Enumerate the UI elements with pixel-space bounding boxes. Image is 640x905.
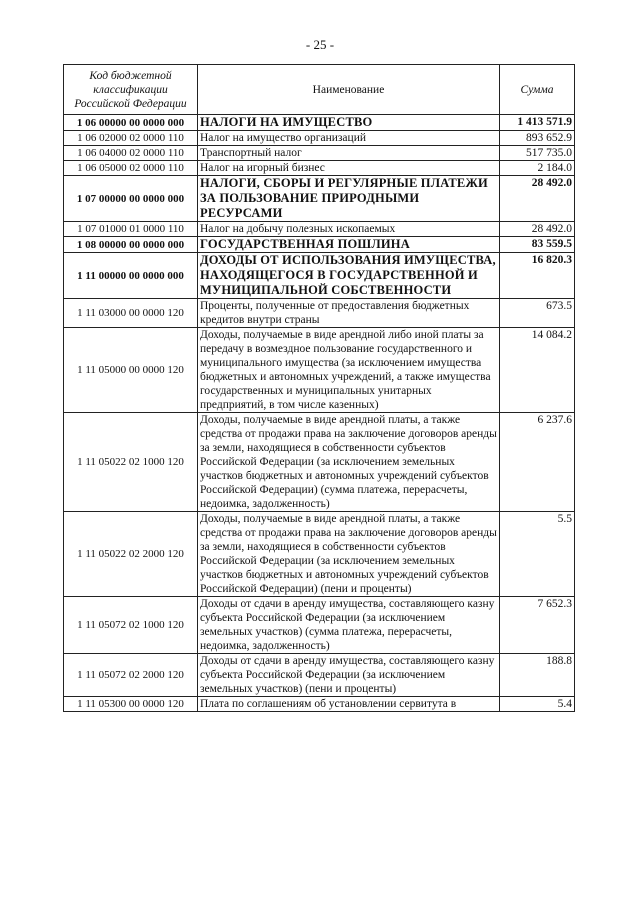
row-sum: 16 820.3	[500, 253, 575, 299]
row-name: ГОСУДАРСТВЕННАЯ ПОШЛИНА	[198, 237, 500, 253]
row-code: 1 11 00000 00 0000 000	[64, 253, 198, 299]
row-code: 1 06 05000 02 0000 110	[64, 161, 198, 176]
row-name: Доходы от сдачи в аренду имущества, составляющего казну субъекта Российской Федерации (за исключением земельных участков) (сумма платежа, перерасчеты, недоимка, задолженность)	[198, 597, 500, 654]
row-code: 1 07 00000 00 0000 000	[64, 176, 198, 222]
row-code: 1 08 00000 00 0000 000	[64, 237, 198, 253]
row-name: НАЛОГИ, СБОРЫ И РЕГУЛЯРНЫЕ ПЛАТЕЖИ ЗА ПОЛЬЗОВАНИЕ ПРИРОДНЫМИ РЕСУРСАМИ	[198, 176, 500, 222]
table-body	[64, 115, 575, 712]
row-name: Доходы, получаемые в виде арендной либо иной платы за передачу в возмездное пользование государственного и муниципального имущества (за исключением имущества бюджетных и автономных учреждений, а также имущества государственных и муниципальных унитарных предприятий, в том числе казенных)	[198, 328, 500, 413]
table-row	[64, 654, 575, 697]
row-sum: 28 492.0	[500, 222, 575, 237]
table-row	[64, 299, 575, 328]
row-code: 1 06 00000 00 0000 000	[64, 115, 198, 131]
row-code: 1 11 03000 00 0000 120	[64, 299, 198, 328]
row-name: Налог на игорный бизнес	[198, 161, 500, 176]
row-code: 1 07 01000 01 0000 110	[64, 222, 198, 237]
table-row	[64, 222, 575, 237]
row-sum: 14 084.2	[500, 328, 575, 413]
row-name: Плата по соглашениям об установлении сервитута в	[198, 697, 500, 712]
row-code: 1 11 05300 00 0000 120	[64, 697, 198, 712]
row-name: Доходы, получаемые в виде арендной платы, а также средства от продажи права на заключение договоров аренды за земли, находящиеся в собственности субъектов Российской Федерации (за исключением земельных участков бюджетных и автономных учреждений субъектов Российской Федерации) (сумма платежа, перерасчеты, недоимка, задолженность)	[198, 413, 500, 512]
row-sum: 673.5	[500, 299, 575, 328]
table-row	[64, 597, 575, 654]
row-sum: 2 184.0	[500, 161, 575, 176]
table-row	[64, 161, 575, 176]
row-sum: 1 413 571.9	[500, 115, 575, 131]
table-row	[64, 328, 575, 413]
table-row	[64, 146, 575, 161]
row-code: 1 11 05072 02 1000 120	[64, 597, 198, 654]
row-sum: 188.8	[500, 654, 575, 697]
row-code: 1 06 04000 02 0000 110	[64, 146, 198, 161]
row-sum: 893 652.9	[500, 131, 575, 146]
row-sum: 5.4	[500, 697, 575, 712]
row-sum: 7 652.3	[500, 597, 575, 654]
table-row	[64, 176, 575, 222]
row-name: Доходы от сдачи в аренду имущества, составляющего казну субъекта Российской Федерации (за исключением земельных участков) (пени и проценты)	[198, 654, 500, 697]
row-name: Доходы, получаемые в виде арендной платы, а также средства от продажи права на заключение договоров аренды за земли, находящиеся в собственности субъектов Российской Федерации (за исключением земельных участков бюджетных и автономных учреждений субъектов Российской Федерации) (пени и проценты)	[198, 512, 500, 597]
column-header-sum: Сумма	[500, 65, 575, 115]
table-row	[64, 512, 575, 597]
table-row	[64, 131, 575, 146]
table-header-row	[64, 65, 575, 115]
row-code: 1 11 05022 02 2000 120	[64, 512, 198, 597]
budget-table	[63, 64, 575, 712]
row-sum: 6 237.6	[500, 413, 575, 512]
row-code: 1 11 05000 00 0000 120	[64, 328, 198, 413]
table-row	[64, 237, 575, 253]
row-code: 1 11 05072 02 2000 120	[64, 654, 198, 697]
row-name: Транспортный налог	[198, 146, 500, 161]
row-name: Налог на добычу полезных ископаемых	[198, 222, 500, 237]
row-name: ДОХОДЫ ОТ ИСПОЛЬЗОВАНИЯ ИМУЩЕСТВА, НАХОДЯЩЕГОСЯ В ГОСУДАРСТВЕННОЙ И МУНИЦИПАЛЬНОЙ СОБСТВЕННОСТИ	[198, 253, 500, 299]
row-name: Проценты, полученные от предоставления бюджетных кредитов внутри страны	[198, 299, 500, 328]
table-row	[64, 697, 575, 712]
table-row	[64, 115, 575, 131]
column-header-name: Наименование	[198, 65, 500, 115]
row-name: НАЛОГИ НА ИМУЩЕСТВО	[198, 115, 500, 131]
row-sum: 28 492.0	[500, 176, 575, 222]
row-name: Налог на имущество организаций	[198, 131, 500, 146]
table-row	[64, 413, 575, 512]
column-header-code: Код бюджетной классификации Российской Федерации	[64, 65, 198, 115]
row-sum: 5.5	[500, 512, 575, 597]
row-code: 1 06 02000 02 0000 110	[64, 131, 198, 146]
row-sum: 83 559.5	[500, 237, 575, 253]
row-sum: 517 735.0	[500, 146, 575, 161]
row-code: 1 11 05022 02 1000 120	[64, 413, 198, 512]
table-row	[64, 253, 575, 299]
page-number: - 25 -	[305, 37, 335, 52]
